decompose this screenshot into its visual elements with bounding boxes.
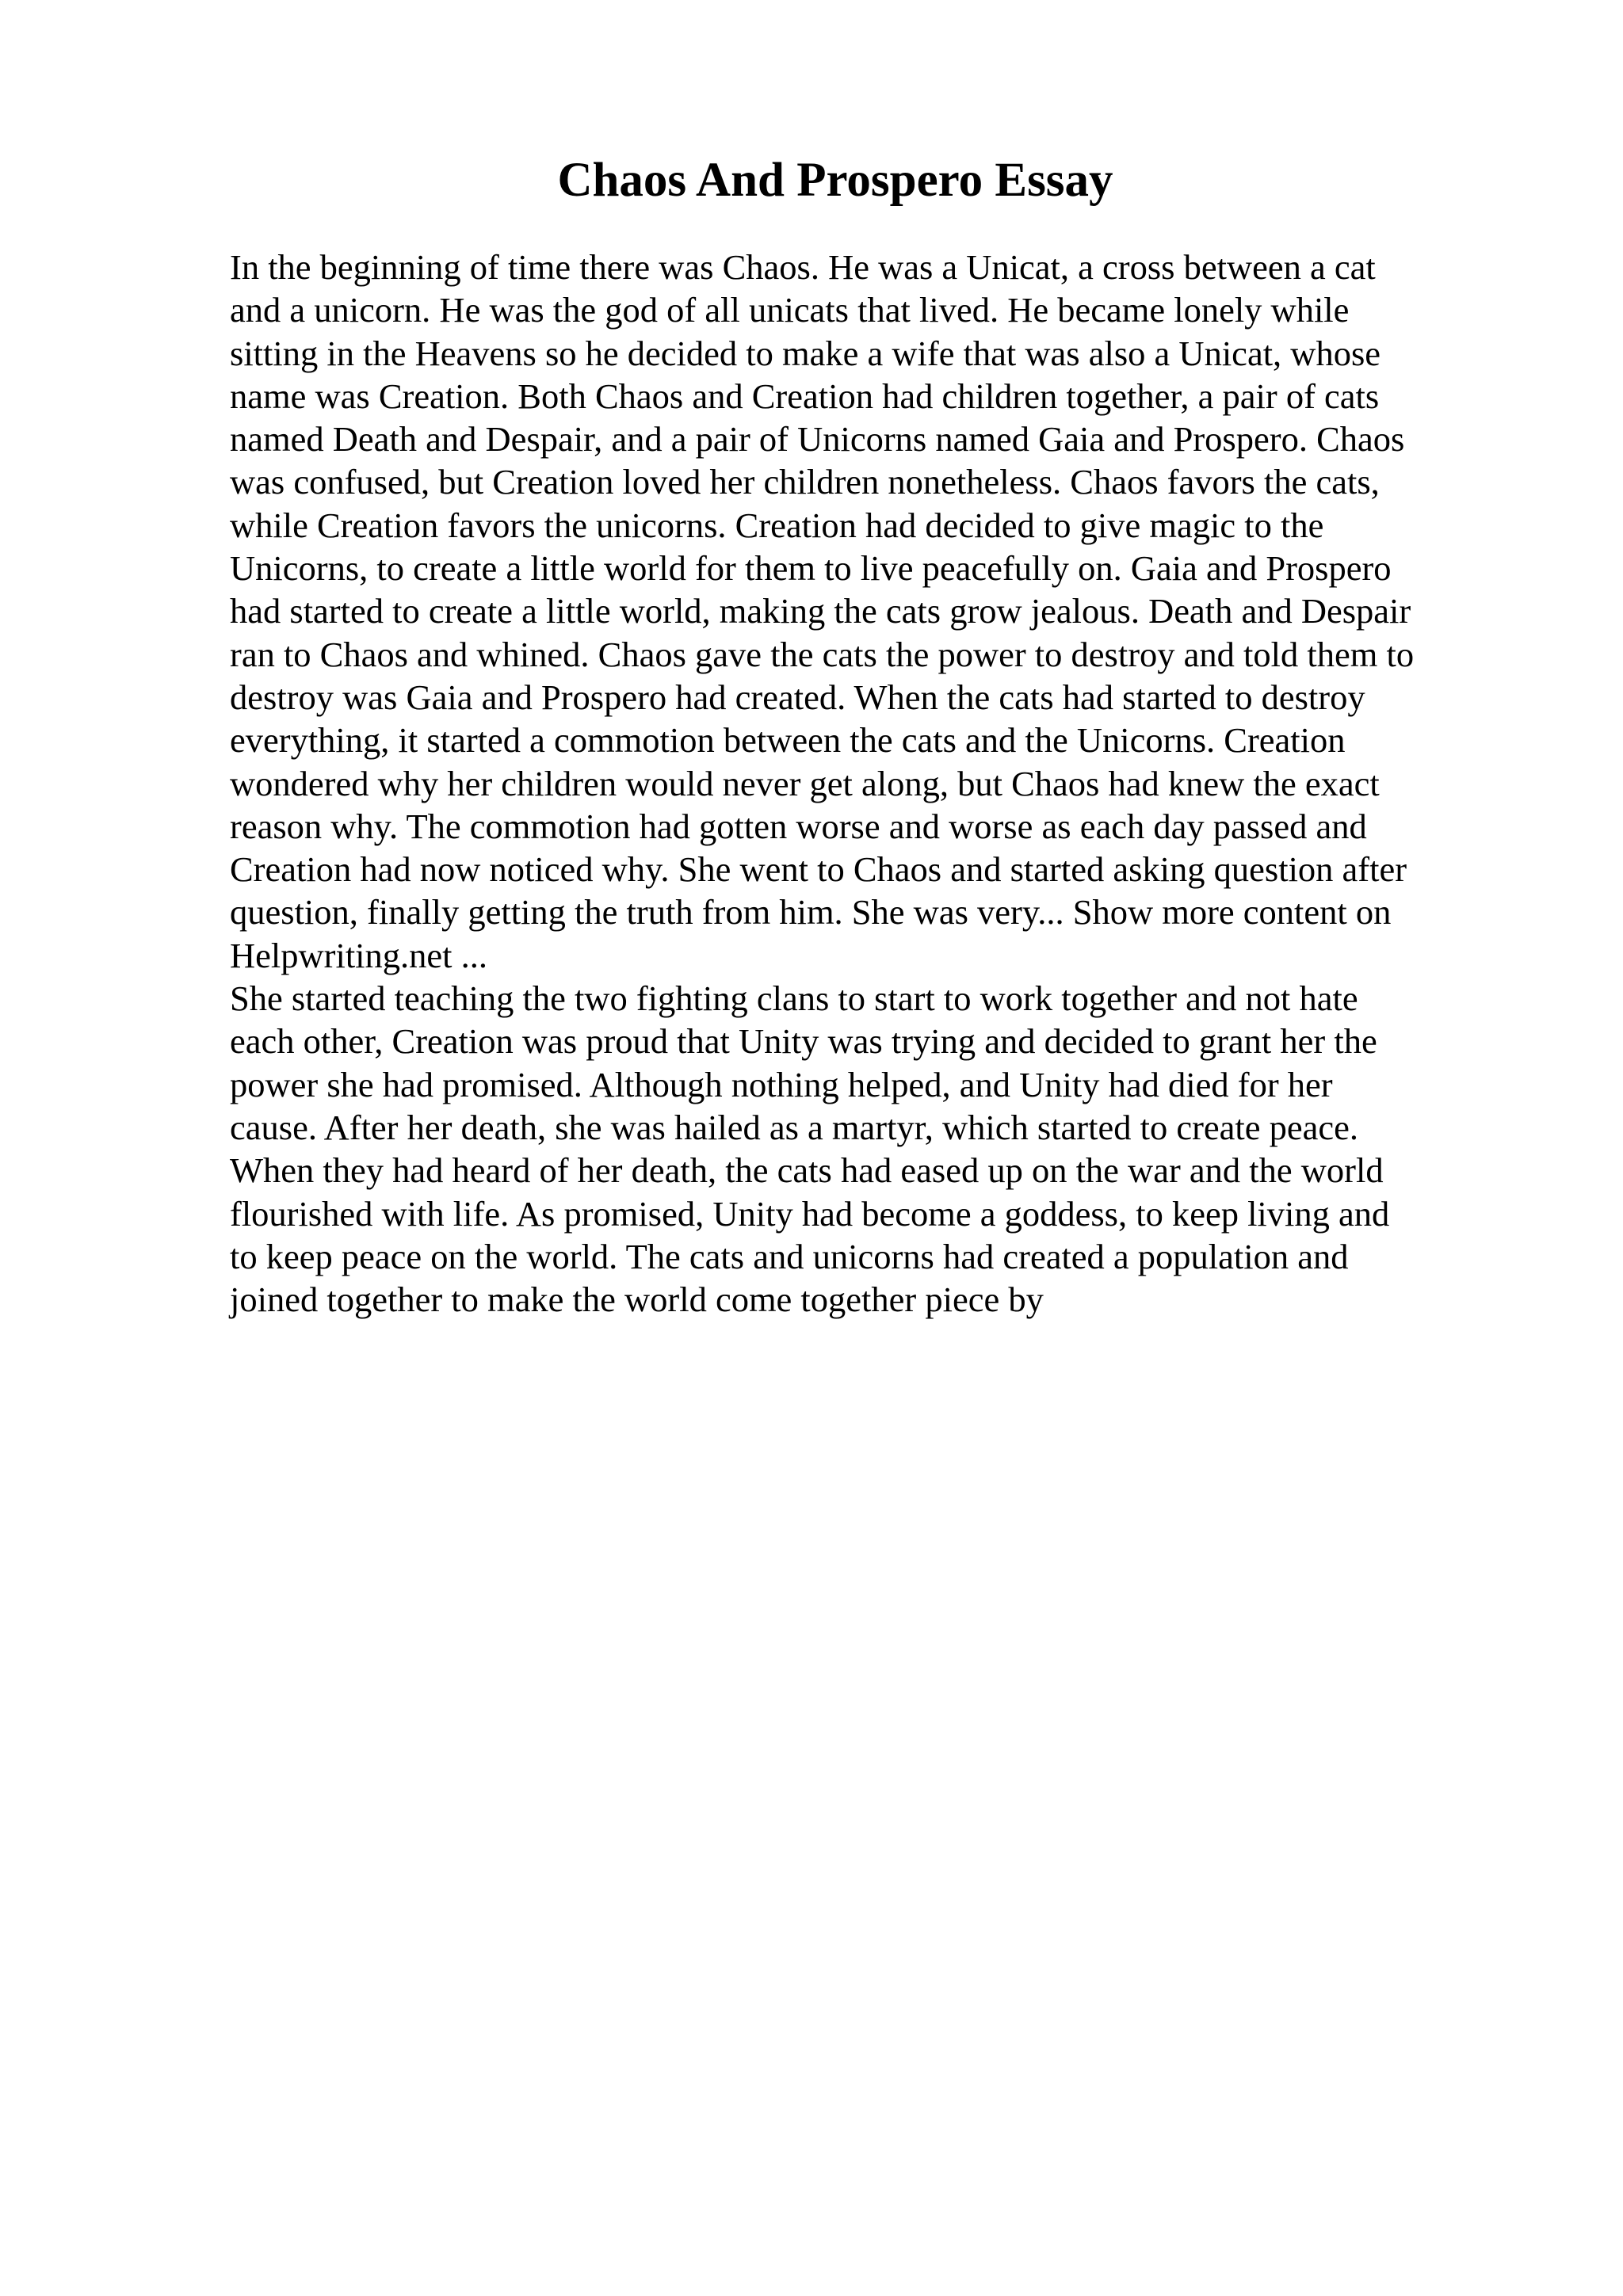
text-line: sitting in the Heavens so he decided to make a wife that was also a Unicat, whose xyxy=(230,333,1381,373)
text-line: everything, it started a commotion between the cats and the Unicorns. Creation xyxy=(230,720,1346,761)
essay-body xyxy=(230,246,1482,1321)
text-line: each other, Creation was proud that Unity was trying and decided to grant her the xyxy=(230,1021,1377,1062)
text-line: reason why. The commotion had gotten worse and worse as each day passed and xyxy=(230,806,1367,846)
text-line: was confused, but Creation loved her children nonetheless. Chaos favors the cats, xyxy=(230,462,1380,502)
text-line: She started teaching the two fighting clans to start to work together and not hate xyxy=(230,978,1358,1019)
text-line: wondered why her children would never get along, but Chaos had knew the exact xyxy=(230,763,1380,803)
text-line: Helpwriting.net ... xyxy=(230,935,488,975)
text-line: flourished with life. As promised, Unity had become a goddess, to keep living and xyxy=(230,1193,1390,1234)
text-line: while Creation favors the unicorns. Creation had decided to give magic to the xyxy=(230,505,1324,545)
document-title: Chaos And Prospero Essay xyxy=(557,154,1113,207)
text-line: named Death and Despair, and a pair of Unicorns named Gaia and Prospero. Chaos xyxy=(230,419,1405,460)
text-line: Creation had now noticed why. She went to Chaos and started asking question after xyxy=(230,849,1407,890)
text-line: In the beginning of time there was Chaos. He was a Unicat, a cross between a cat xyxy=(230,247,1376,287)
text-line: had started to create a little world, making the cats grow jealous. Death and Despair xyxy=(230,591,1411,631)
text-line: to keep peace on the world. The cats and unicorns had created a population and xyxy=(230,1236,1349,1276)
text-line: and a unicorn. He was the god of all unicats that lived. He became lonely while xyxy=(230,290,1350,330)
text-line: destroy was Gaia and Prospero had created. When the cats had started to destroy xyxy=(230,677,1365,717)
text-line: question, finally getting the truth from him. She was very... Show more content on xyxy=(230,892,1392,933)
text-line: name was Creation. Both Chaos and Creation had children together, a pair of cats xyxy=(230,376,1380,416)
text-line: Unicorns, to create a little world for them to live peacefully on. Gaia and Prospero xyxy=(230,548,1392,589)
text-line: cause. After her death, she was hailed as a martyr, which started to create peace. xyxy=(230,1107,1359,1147)
text-line: power she had promised. Although nothing helped, and Unity had died for her xyxy=(230,1064,1333,1104)
text-line: When they had heard of her death, the cats had eased up on the war and the world xyxy=(230,1150,1384,1191)
text-line: joined together to make the world come together piece by xyxy=(230,1280,1044,1320)
text-line: ran to Chaos and whined. Chaos gave the cats the power to destroy and told them to xyxy=(230,634,1415,674)
